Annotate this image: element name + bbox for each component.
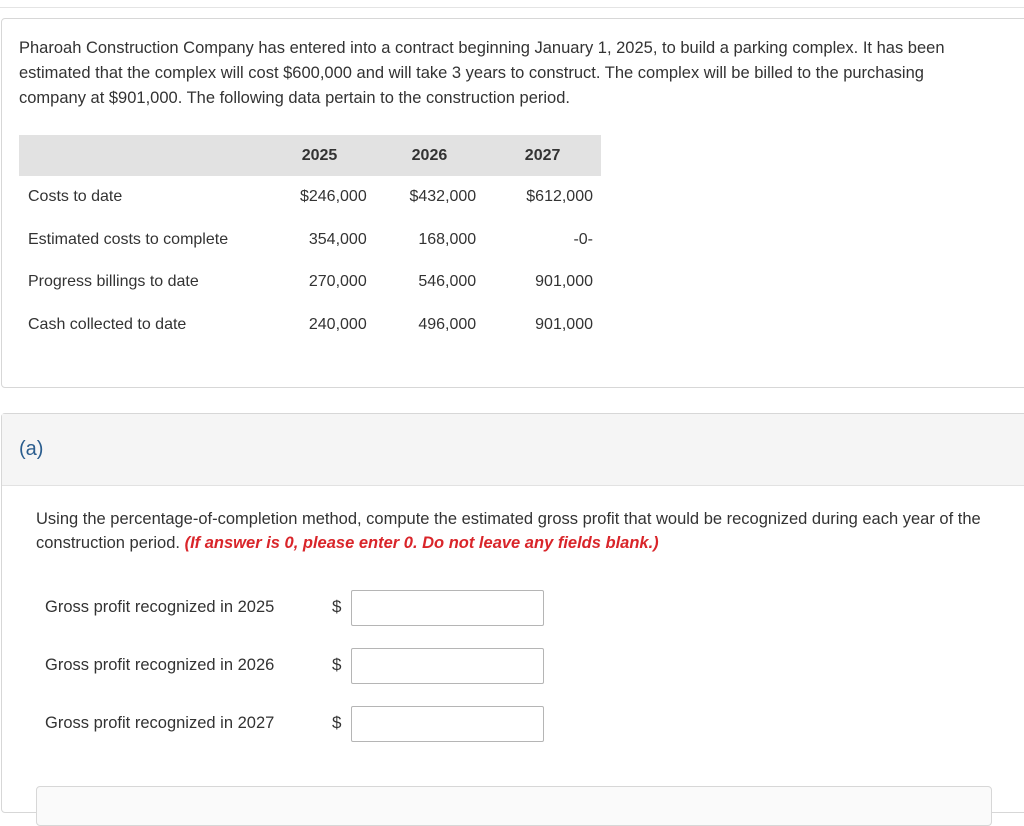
table-header-2027: 2027	[524, 146, 561, 164]
table-header-row	[19, 135, 601, 176]
dollar-sign: $	[332, 597, 342, 616]
part-a-card	[1, 413, 1024, 813]
table-row	[19, 219, 601, 262]
answer-label-2025: Gross profit recognized in 2025	[45, 598, 275, 616]
table-row	[19, 261, 601, 304]
answer-row-2027	[45, 706, 565, 742]
row-label-costs-to-date: Costs to date	[28, 188, 123, 206]
problem-card	[1, 18, 1024, 388]
cell-value: 354,000	[308, 230, 367, 248]
cell-value: 901,000	[535, 273, 593, 291]
cell-value: $246,000	[299, 188, 367, 206]
answer-label-2026: Gross profit recognized in 2026	[45, 656, 275, 674]
gross-profit-2026-input[interactable]	[351, 648, 544, 684]
part-a-header	[2, 414, 1024, 486]
cell-value: $432,000	[409, 188, 477, 206]
cell-value: $612,000	[526, 188, 593, 206]
gross-profit-2027-input[interactable]	[351, 706, 544, 742]
row-label-cash-collected: Cash collected to date	[28, 315, 187, 333]
instruction-text: Using the percentage-of-completion method, compute the estimated gross profit that would be recognized during each year of the construction period.	[36, 510, 981, 552]
cell-value: 496,000	[418, 315, 477, 333]
cell-value: 240,000	[308, 315, 367, 333]
answer-label-2027: Gross profit recognized in 2027	[45, 714, 275, 732]
answer-row-2025	[45, 590, 565, 626]
part-a-label: (a)	[19, 438, 44, 460]
table-header-2026: 2026	[411, 146, 448, 164]
table-header-blank	[19, 135, 264, 176]
gross-profit-2025-input[interactable]	[351, 590, 544, 626]
cell-value: 546,000	[418, 273, 477, 291]
top-divider	[0, 7, 1024, 8]
cell-value: 168,000	[418, 230, 477, 248]
answer-row-2026	[45, 648, 565, 684]
table-row	[19, 304, 601, 347]
problem-statement: Pharoah Construction Company has entered into a contract beginning January 1, 2025, to build a parking complex. It has been estimated that the complex will cost $600,000 and will take 3 years to construct. The complex will be billed to the purchasing company at $901,000. The following data pertain to the construction period.	[19, 39, 945, 107]
cell-value: 270,000	[308, 273, 367, 291]
dollar-sign: $	[332, 655, 342, 674]
table-row	[19, 176, 601, 219]
instruction-note: (If answer is 0, please enter 0. Do not leave any fields blank.)	[184, 534, 659, 552]
construction-data-table	[19, 135, 601, 346]
cell-value: 901,000	[535, 315, 593, 333]
next-section-box	[36, 786, 992, 826]
part-a-instruction	[36, 507, 996, 555]
row-label-progress-billings: Progress billings to date	[28, 273, 199, 291]
row-label-estimated-costs: Estimated costs to complete	[28, 230, 229, 248]
cell-value: -0-	[573, 230, 593, 248]
dollar-sign: $	[332, 713, 342, 732]
table-header-2025: 2025	[301, 146, 338, 164]
